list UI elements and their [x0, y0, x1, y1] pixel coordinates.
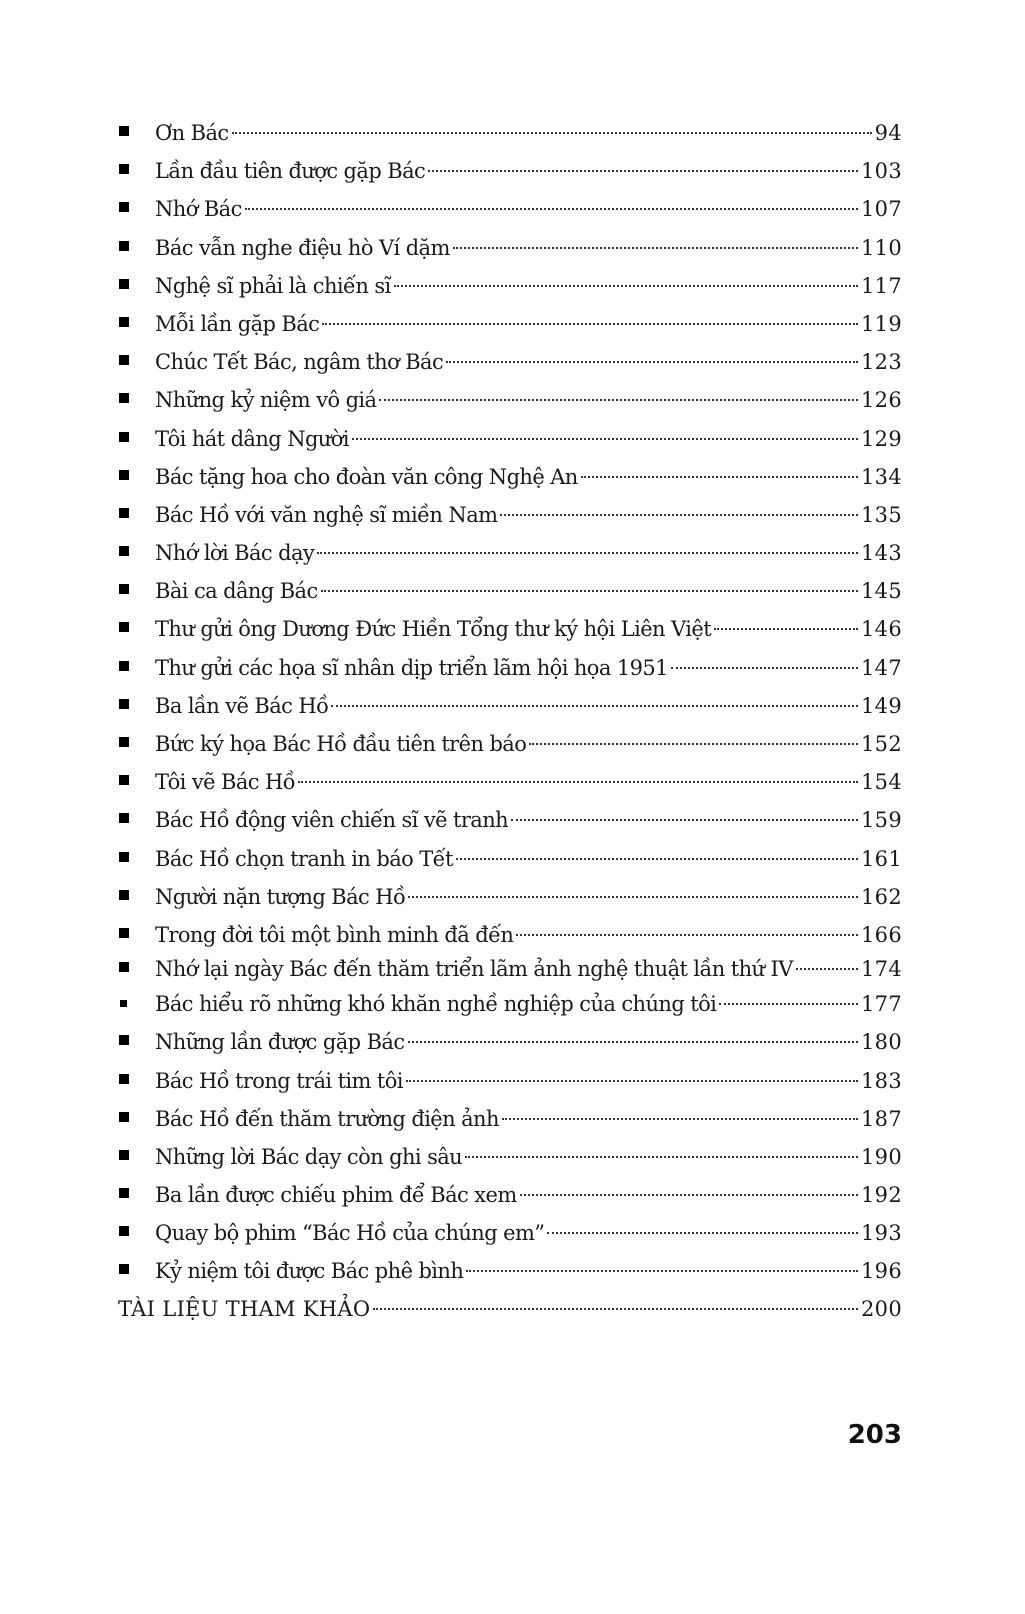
toc-entry-title: Bác tặng hoa cho đoàn văn công Nghệ An	[155, 464, 578, 489]
toc-entry-page: 193	[861, 1221, 902, 1246]
dot-leader	[379, 399, 858, 401]
toc-entry	[118, 305, 902, 343]
toc-entry-page: 187	[861, 1106, 902, 1131]
toc-entry-title: Những lời Bác dạy còn ghi sâu	[155, 1144, 463, 1169]
dot-leader	[547, 1232, 858, 1234]
toc-entry-page: 146	[861, 617, 902, 642]
toc-entry-title: Nhớ lại ngày Bác đến thăm triển lãm ảnh nghệ thuật lần thứ IV	[155, 957, 793, 982]
toc-entry-page: 135	[861, 502, 902, 527]
toc-entry-title: Người nặn tượng Bác Hồ	[155, 884, 406, 909]
toc-entry-title: Bác Hồ đến thăm trường điện ảnh	[155, 1106, 499, 1131]
toc-entry-page: 149	[861, 693, 902, 718]
toc-entry-title: Ơn Bác	[155, 121, 229, 145]
dot-leader	[373, 1308, 858, 1310]
dot-leader	[502, 1118, 858, 1120]
dot-leader	[245, 208, 858, 210]
toc-entry	[118, 1138, 902, 1176]
toc-entry-title: Thư gửi các họa sĩ nhân dịp triển lãm hội họa 1951	[155, 655, 668, 680]
toc-entry-page: 129	[861, 426, 902, 451]
toc-entry-title: Tôi vẽ Bác Hồ	[155, 770, 295, 795]
toc-entry-page: 103	[861, 159, 902, 184]
toc-entry-page: 159	[861, 808, 902, 833]
toc-entry	[118, 801, 902, 839]
toc-entry-title: Nhớ lời Bác dạy	[155, 541, 315, 566]
toc-entry	[118, 1023, 902, 1061]
dot-leader	[322, 323, 858, 325]
toc-entry	[118, 985, 902, 1023]
dot-leader	[714, 628, 858, 630]
toc-entry-title: Bác Hồ động viên chiến sĩ vẽ tranh	[155, 808, 509, 833]
dot-leader	[394, 285, 858, 287]
dot-leader	[232, 132, 872, 134]
toc-entry	[118, 152, 902, 190]
toc-entry-page: 162	[861, 884, 902, 909]
toc-entry-page: 196	[861, 1259, 902, 1284]
dot-leader	[719, 1003, 858, 1005]
toc-entry-title: Kỷ niệm tôi được Bác phê bình	[155, 1259, 464, 1284]
dot-leader	[298, 781, 858, 783]
toc-entry-page: 180	[861, 1030, 902, 1055]
toc-entry	[118, 878, 902, 916]
toc-entry-title: Bác vẫn nghe điệu hò Ví dặm	[155, 235, 450, 260]
toc-entry-page: 119	[861, 311, 902, 336]
dot-leader	[408, 896, 858, 898]
toc-entry-title: Thư gửi ông Dương Đức Hiền Tổng thư ký hội Liên Việt	[155, 617, 712, 642]
dot-leader	[581, 476, 858, 478]
dot-leader	[671, 667, 858, 669]
toc-entry-title: Những lần được gặp Bác	[155, 1030, 405, 1055]
table-of-contents	[118, 114, 902, 1291]
toc-entry	[118, 610, 902, 648]
toc-entry	[118, 534, 902, 572]
dot-leader	[529, 743, 858, 745]
toc-entry-page: 123	[861, 350, 902, 375]
toc-entry-title: Bác Hồ chọn tranh in báo Tết	[155, 846, 453, 871]
toc-entry	[118, 954, 902, 985]
dot-leader	[453, 247, 858, 249]
toc-entry-title: Tôi hát dâng Người	[155, 426, 349, 451]
toc-entry	[118, 381, 902, 419]
references-page: 200	[861, 1297, 902, 1321]
toc-entry	[118, 1214, 902, 1252]
dot-leader	[500, 514, 858, 516]
dot-leader	[317, 552, 858, 554]
toc-entry	[118, 1062, 902, 1100]
references-title: TÀI LIỆU THAM KHẢO	[118, 1297, 371, 1321]
toc-entry	[118, 1176, 902, 1214]
toc-entry-title: Bác Hồ với văn nghệ sĩ miền Nam	[155, 502, 498, 527]
toc-entry	[118, 1252, 902, 1290]
toc-entry	[118, 1100, 902, 1138]
references-section	[118, 1290, 902, 1328]
dot-leader	[465, 1156, 858, 1158]
dot-leader	[511, 819, 858, 821]
toc-entry-title: Bức ký họa Bác Hồ đầu tiên trên báo	[155, 732, 527, 756]
toc-entry-title: Những kỷ niệm vô giá	[155, 388, 377, 413]
toc-entry-title: Quay bộ phim “Bác Hồ của chúng em”	[155, 1221, 545, 1246]
dot-leader	[352, 438, 858, 440]
toc-entry-page: 117	[861, 273, 902, 298]
toc-entry	[118, 725, 902, 763]
toc-entry-title: Bài ca dâng Bác	[155, 579, 318, 604]
toc-entry-title: Mỗi lần gặp Bác	[155, 311, 320, 336]
toc-entry	[118, 267, 902, 305]
toc-entry	[118, 420, 902, 458]
toc-entry-page: 161	[861, 846, 902, 871]
toc-entry	[118, 916, 902, 954]
toc-entry-page: 126	[861, 388, 902, 413]
toc-entry-page: 143	[861, 541, 902, 566]
references-entry	[118, 1290, 902, 1328]
toc-entry-title: Bác hiểu rõ những khó khăn nghề nghiệp của chúng tôi	[155, 992, 717, 1017]
dot-leader	[466, 1270, 858, 1272]
toc-entry	[118, 190, 902, 228]
toc-entry-page: 134	[861, 464, 902, 489]
toc-entry	[118, 114, 902, 152]
toc-entry-page: 154	[861, 770, 902, 795]
page-number: 203	[847, 1420, 902, 1450]
toc-entry-page: 147	[861, 655, 902, 680]
toc-entry-page: 174	[861, 957, 902, 982]
toc-entry-page: 166	[861, 922, 902, 947]
dot-leader	[331, 705, 858, 707]
toc-entry-page: 183	[861, 1068, 902, 1093]
dot-leader	[796, 968, 858, 970]
toc-entry-page: 152	[861, 732, 902, 756]
toc-entry-page: 110	[861, 235, 902, 260]
toc-entry	[118, 229, 902, 267]
toc-entry-page: 94	[874, 121, 902, 145]
toc-entry-title: Ba lần vẽ Bác Hồ	[155, 693, 329, 718]
toc-entry	[118, 458, 902, 496]
toc-entry-title: Nhớ Bác	[155, 197, 242, 222]
toc-entry-page: 107	[861, 197, 902, 222]
toc-entry	[118, 687, 902, 725]
toc-entry	[118, 763, 902, 801]
toc-entry-title: Trong đời tôi một bình minh đã đến	[155, 922, 514, 947]
dot-leader	[516, 934, 858, 936]
dot-leader	[428, 170, 858, 172]
dot-leader	[520, 1194, 858, 1196]
toc-entry-title: Nghệ sĩ phải là chiến sĩ	[155, 273, 391, 298]
toc-entry-title: Ba lần được chiếu phim để Bác xem	[155, 1183, 517, 1208]
toc-entry	[118, 496, 902, 534]
dot-leader	[408, 1041, 859, 1043]
toc-entry-title: Lần đầu tiên được gặp Bác	[155, 159, 426, 184]
dot-leader	[446, 361, 858, 363]
toc-entry-page: 145	[861, 579, 902, 604]
toc-entry	[118, 343, 902, 381]
dot-leader	[406, 1080, 858, 1082]
toc-entry-title: Chúc Tết Bác, ngâm thơ Bác	[155, 350, 444, 375]
toc-entry-page: 192	[861, 1183, 902, 1208]
toc-entry-page: 190	[861, 1144, 902, 1169]
toc-entry	[118, 572, 902, 610]
dot-leader	[456, 858, 858, 860]
toc-entry-page: 177	[861, 992, 902, 1017]
dot-leader	[321, 590, 858, 592]
toc-entry	[118, 840, 902, 878]
toc-entry	[118, 649, 902, 687]
toc-entry-title: Bác Hồ trong trái tim tôi	[155, 1068, 403, 1093]
